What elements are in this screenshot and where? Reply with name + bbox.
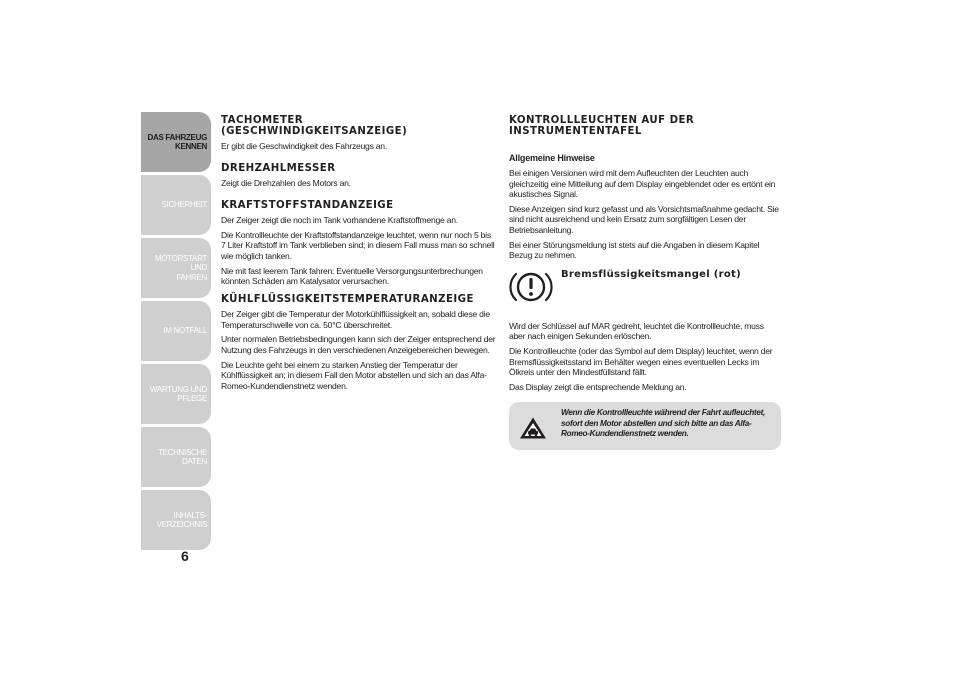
right-column xyxy=(509,116,781,450)
tachometer-heading: TACHOMETER (GESCHWINDIGKEITSANZEIGE) xyxy=(221,115,408,137)
kuehl-text-2: Unter normalen Betriebsbedingungen kann sich der Zeiger entsprechend der Nutzung des Fahrzeugs in den verschiedenen Anzeigebereichen bewegen. xyxy=(221,334,496,356)
warning-triangle-icon xyxy=(519,416,547,440)
tab-technische-daten[interactable]: TECHNISCHE DATEN xyxy=(141,427,211,487)
kraftstoff-heading: KRAFTSTOFFSTANDANZEIGE xyxy=(221,199,394,211)
kraftstoff-text-3: Nie mit fast leerem Tank fahren: Eventuelle Versorgungsunterbrechungen könnten Schäden am Katalysator verursachen. xyxy=(221,265,483,287)
section-kuehlfluessigkeit xyxy=(221,295,497,392)
kuehl-text-1: Der Zeiger gibt die Temperatur der Motorkühlflüssigkeit an, sobald diese die Temperaturschwelle von ca. 50°C überschreitet. xyxy=(221,309,490,330)
brake-warning-icon xyxy=(509,267,553,307)
drehzahlmesser-heading: DREHZAHLMESSER xyxy=(221,162,336,174)
section-drehzahlmesser xyxy=(221,164,497,189)
tab-inhaltsverzeichnis[interactable]: INHALTS- VERZEICHNIS xyxy=(141,490,211,550)
tab-im-notfall[interactable]: IM NOTFALL xyxy=(141,301,211,361)
page-number: 6 xyxy=(181,548,189,564)
brake-fluid-text-2: Die Kontrollleuchte (oder das Symbol auf dem Display) leuchtet, wenn der Bremsflüssigkeitsstand im Behälter wegen eines eventuellen Lecks im Ölkreis unter den Mindestfüllstand fällt. xyxy=(509,345,773,378)
general-notes-text-3: Bei einer Störungsmeldung ist stets auf die Angaben in diesem Kapitel Bezug zu nehmen. xyxy=(509,239,760,261)
tab-wartung-und-pflege[interactable]: WARTUNG UND PFLEGE xyxy=(141,364,211,424)
section-tachometer xyxy=(221,116,497,152)
brake-fluid-title: Bremsflüssigkeitsmangel (rot) xyxy=(561,268,741,280)
brake-fluid-text-1: Wird der Schlüssel auf MAR gedreht, leuchtet die Kontrollleuchte, muss aber nach einigen Sekunden erlöschen. xyxy=(509,320,764,342)
kuehl-text-3: Die Leuchte geht bei einem zu starken Anstieg der Temperatur der Kühlflüssigkeit an; in diesem Fall den Motor abstellen und sich an das Alfa-Romeo-Kundendienstnetz wenden. xyxy=(221,359,487,391)
warning-box xyxy=(509,402,781,450)
tab-sicherheit[interactable]: SICHERHEIT xyxy=(141,175,211,235)
warning-text: Wenn die Kontrollleuchte während der Fahrt aufleuchtet, sofort den Motor abstellen und sich bitte an das Alfa-Romeo-Kundendienstnetz wenden. xyxy=(561,408,765,439)
drehzahlmesser-text: Zeigt die Drehzahlen des Motors an. xyxy=(221,178,351,189)
kraftstoff-text-1: Der Zeiger zeigt die noch im Tank vorhandene Kraftstoffmenge an. xyxy=(221,215,458,226)
left-column xyxy=(221,116,497,395)
general-notes-text-1: Bei einigen Versionen wird mit dem Aufleuchten der Leuchten auch gleichzeitig eine Mitteilung auf dem Display eingeblendet oder es ertönt ein akustisches Signal. xyxy=(509,168,776,200)
tab-motorstart-und-fahren[interactable]: MOTORSTART UND FAHREN xyxy=(141,238,211,298)
brake-fluid-text-3: Das Display zeigt die entsprechende Meldung an. xyxy=(509,381,687,392)
chapter-nav xyxy=(141,112,211,553)
tachometer-text: Er gibt die Geschwindigkeit des Fahrzeugs an. xyxy=(221,141,387,151)
kuehl-heading: KÜHLFLÜSSIGKEITSTEMPERATURANZEIGE xyxy=(221,293,474,305)
section-kraftstoffstandanzeige xyxy=(221,201,497,287)
brake-fluid-lamp-row xyxy=(509,267,781,317)
kraftstoff-text-2: Die Kontrollleuchte der Kraftstoffstandanzeige leuchtet, wenn nur noch 5 bis 7 Liter Kraftstoff im Tank verblieben sind; in diesem Fall muss man so schnell wie möglich tanken. xyxy=(221,229,495,261)
tab-das-fahrzeug-kennen[interactable]: DAS FAHRZEUG KENNEN xyxy=(141,112,211,172)
general-notes-text-2: Diese Anzeigen sind kurz gefasst und als Vorsichtsmaßnahme gedacht. Sie sind nicht ausreichend und kein Ersatz zum sorgfältigen Lesen der Betriebsanleitung. xyxy=(509,203,779,235)
kontrollleuchten-heading: KONTROLLLEUCHTEN AUF DER INSTRUMENTENTAFEL xyxy=(509,115,695,137)
general-notes-subtitle: Allgemeine Hinweise xyxy=(509,153,595,163)
